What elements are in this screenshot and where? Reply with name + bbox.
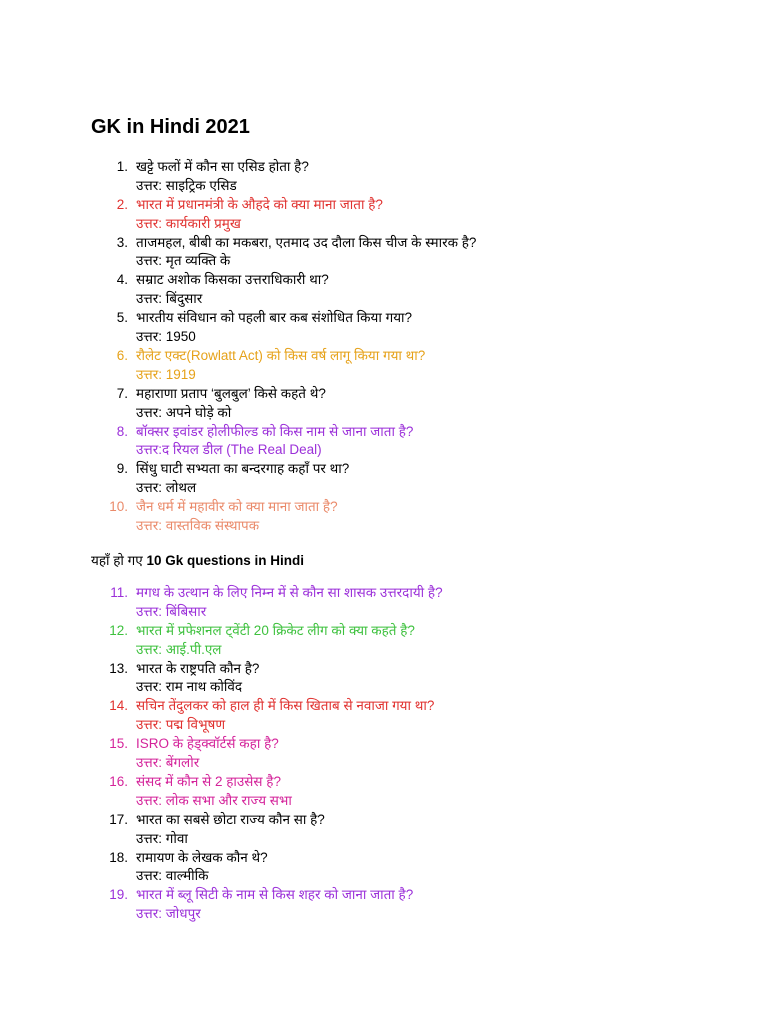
- question-item: [0, 309, 768, 347]
- question-text: खट्टे फलों में कौन सा एसिड होता है?: [136, 159, 309, 174]
- question-text: भारत में ब्लू सिटी के नाम से किस शहर को जाना जाता है?: [136, 887, 414, 903]
- question-number: 1.: [116, 159, 128, 174]
- question-text: जैन धर्म में महावीर को क्या माना जाता है?: [136, 499, 338, 515]
- question-number: 9.: [116, 461, 128, 477]
- question-number: 4.: [116, 272, 128, 288]
- question-text: सम्राट अशोक किसका उत्तराधिकारी था?: [136, 272, 329, 288]
- question-text: संसद में कौन से 2 हाउसेस है?: [136, 773, 281, 789]
- question-item: [0, 811, 768, 849]
- question-item: [0, 622, 768, 660]
- question-text: भारत का सबसे छोटा राज्य कौन सा है?: [136, 811, 325, 827]
- answer-text: उत्तर: अपने घोड़े को: [136, 404, 232, 420]
- page-title: GK in Hindi 2021: [91, 116, 250, 138]
- question-number: 13.: [109, 660, 128, 676]
- answer-text: उत्तर: वास्तविक संस्थापक: [136, 518, 260, 534]
- answer-text: उत्तर: साइट्रिक एसिड: [136, 177, 237, 193]
- question-text: भारत में प्रधानमंत्री के औहदे को क्या माना जाता है?: [136, 196, 383, 212]
- question-text: भारत के राष्ट्रपति कौन है?: [136, 660, 260, 676]
- interlude-text: [91, 552, 304, 570]
- answer-text: उत्तर: 1919: [136, 366, 196, 382]
- question-item: [0, 660, 768, 698]
- question-number: 8.: [116, 423, 128, 439]
- question-item: [0, 460, 768, 498]
- question-item: [0, 347, 768, 385]
- question-text: मगध के उत्थान के लिए निम्न में से कौन सा शासक उत्तरदायी है?: [136, 585, 443, 600]
- interlude-bold: 10 Gk questions in Hindi: [146, 553, 305, 568]
- question-item: [0, 498, 768, 536]
- question-text: भारत में प्रफेशनल ट्वेंटी 20 क्रिकेट लीग को क्या कहते है?: [136, 622, 415, 638]
- question-number: 19.: [109, 887, 128, 903]
- question-number: 10.: [109, 499, 128, 515]
- question-item: [0, 234, 768, 272]
- question-number: 2.: [116, 196, 128, 212]
- question-item: [0, 158, 768, 196]
- question-text: सिंधु घाटी सभ्यता का बन्दरगाह कहाँ पर था?: [136, 461, 350, 477]
- question-text: बॉक्सर इवांडर होलीफील्ड को किस नाम से जाना जाता है?: [136, 423, 414, 439]
- answer-text: उत्तर: बेंगलोर: [136, 755, 200, 771]
- answer-text: उत्तर: लोथल: [136, 480, 197, 496]
- question-item: [0, 423, 768, 461]
- question-item: [0, 385, 768, 423]
- question-number: 3.: [116, 234, 128, 250]
- question-number: 11.: [110, 585, 128, 600]
- question-item: [0, 271, 768, 309]
- question-item: [0, 196, 768, 234]
- answer-text: उत्तर:द रियल डील (The Real Deal): [136, 442, 322, 458]
- answer-text: उत्तर: 1950: [136, 329, 196, 345]
- question-text: महाराणा प्रताप ‘बुलबुल’ किसे कहते थे?: [136, 385, 326, 401]
- question-number: 17.: [109, 811, 128, 827]
- question-list-part1: [0, 158, 768, 536]
- answer-text: उत्तर: कार्यकारी प्रमुख: [136, 215, 241, 231]
- answer-text: उत्तर: गोवा: [136, 830, 188, 846]
- answer-text: उत्तर: राम नाथ कोविंद: [136, 679, 242, 695]
- question-item: [0, 584, 768, 622]
- question-item: [0, 773, 768, 811]
- answer-text: उत्तर: मृत व्यक्ति के: [136, 253, 231, 269]
- interlude-prefix: यहाँ हो गए: [91, 553, 143, 568]
- question-number: 7.: [116, 385, 128, 401]
- question-number: 15.: [109, 736, 128, 752]
- question-text: रौलेट एक्ट(Rowlatt Act) को किस वर्ष लागू किया गया था?: [136, 347, 426, 363]
- question-text: ISRO के हेड्क्वॉर्टर्स कहा है?: [136, 736, 279, 752]
- answer-text: उत्तर: बिंदुसार: [136, 291, 203, 307]
- question-text: भारतीय संविधान को पहली बार कब संशोधित किया गया?: [136, 310, 413, 326]
- question-number: 6.: [116, 347, 128, 363]
- question-text: सचिन तेंदुलकर को हाल ही में किस खिताब से नवाजा गया था?: [136, 698, 435, 714]
- answer-text: उत्तर: आई.पी.एल: [136, 641, 222, 657]
- question-number: 18.: [109, 849, 128, 865]
- question-number: 12.: [109, 622, 128, 638]
- question-item: [0, 849, 768, 887]
- question-number: 16.: [109, 773, 128, 789]
- answer-text: उत्तर: वाल्मीकि: [136, 868, 209, 884]
- question-number: 5.: [116, 310, 128, 326]
- question-item: [0, 697, 768, 735]
- answer-text: उत्तर: जोधपुर: [136, 906, 201, 922]
- answer-text: उत्तर: लोक सभा और राज्य सभा: [136, 792, 292, 808]
- answer-text: उत्तर: पद्म विभूषण: [136, 717, 226, 733]
- question-text: रामायण के लेखक कौन थे?: [136, 849, 268, 865]
- question-item: [0, 886, 768, 924]
- question-number: 14.: [109, 698, 128, 714]
- question-list-part2: [0, 584, 768, 924]
- question-item: [0, 735, 768, 773]
- question-text: ताजमहल, बीबी का मकबरा, एतमाद उद दौला किस चीज के स्मारक है?: [136, 234, 477, 250]
- answer-text: उत्तर: बिंबिसार: [136, 603, 207, 619]
